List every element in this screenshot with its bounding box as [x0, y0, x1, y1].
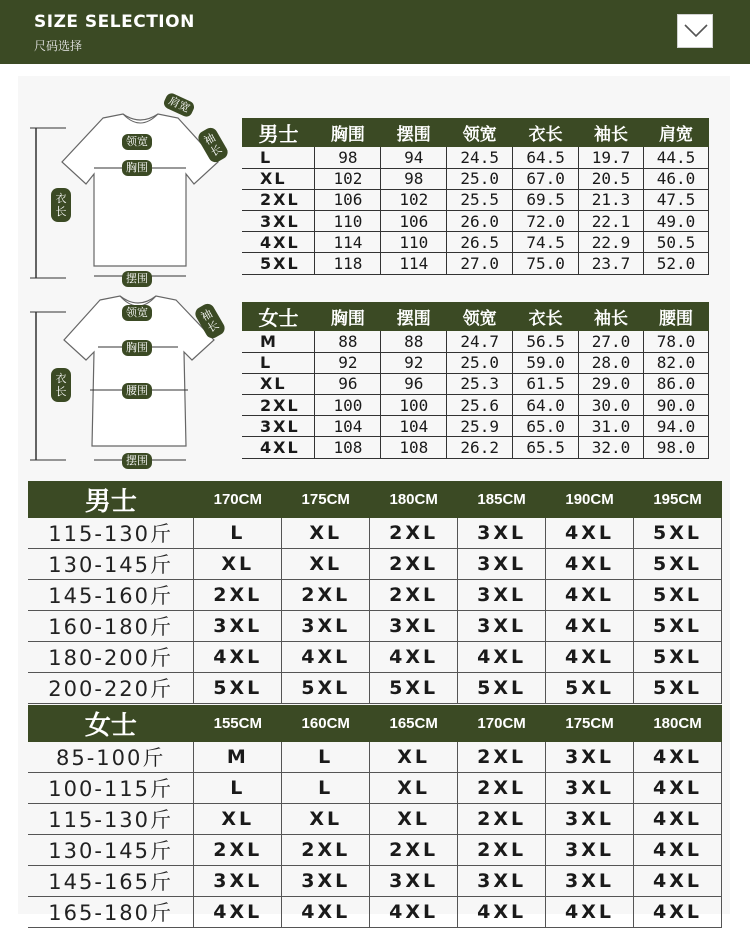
women-waist-label: 腰围 — [122, 383, 152, 399]
women-recommend-header: 165CM — [370, 705, 458, 742]
table-cell: 69.5 — [513, 189, 579, 210]
table-cell: 59.0 — [513, 352, 579, 373]
men-spec-header: 袖长 — [579, 118, 644, 147]
women-spec-header: 女士 — [242, 302, 315, 331]
table-cell: 78.0 — [644, 331, 709, 352]
weight-range-cell: 85-100斤 — [28, 742, 194, 773]
women-chest-label: 胸围 — [122, 340, 152, 356]
table-cell: 27.0 — [447, 253, 513, 274]
table-cell: 21.3 — [579, 189, 644, 210]
table-cell: 25.0 — [447, 352, 513, 373]
table-cell: 4XL — [242, 232, 315, 253]
men-recommend-header: 男士 — [28, 481, 194, 518]
women-spec-header: 摆围 — [381, 302, 447, 331]
size-cell: 4XL — [458, 642, 546, 673]
size-cell: 2XL — [282, 835, 370, 866]
size-cell: 2XL — [194, 580, 282, 611]
table-row — [28, 518, 722, 549]
size-cell: 2XL — [458, 804, 546, 835]
size-cell: 5XL — [634, 580, 722, 611]
size-cell: 3XL — [458, 518, 546, 549]
table-cell: 26.0 — [447, 211, 513, 232]
size-cell: 2XL — [370, 549, 458, 580]
table-row — [28, 804, 722, 835]
size-cell: 2XL — [370, 835, 458, 866]
size-cell: XL — [282, 804, 370, 835]
table-cell: 5XL — [242, 253, 315, 274]
size-cell: 5XL — [194, 673, 282, 704]
women-recommend-header: 175CM — [546, 705, 634, 742]
men-spec-header: 肩宽 — [644, 118, 709, 147]
table-cell: 100 — [315, 395, 381, 416]
table-row — [28, 549, 722, 580]
size-cell: 3XL — [370, 611, 458, 642]
men-spec-header: 衣长 — [513, 118, 579, 147]
size-cell: 2XL — [458, 742, 546, 773]
table-cell: 106 — [315, 189, 381, 210]
men-recommend-header: 180CM — [370, 481, 458, 518]
weight-range-cell: 130-145斤 — [28, 549, 194, 580]
table-row — [242, 147, 709, 168]
table-cell: 96 — [381, 373, 447, 394]
size-cell: 3XL — [458, 549, 546, 580]
size-cell: 3XL — [458, 866, 546, 897]
size-cell: 4XL — [634, 742, 722, 773]
table-cell: XL — [242, 168, 315, 189]
size-cell: 4XL — [546, 580, 634, 611]
table-cell: 3XL — [242, 211, 315, 232]
table-cell: 25.3 — [447, 373, 513, 394]
table-row — [242, 395, 709, 416]
table-cell: 61.5 — [513, 373, 579, 394]
size-cell: XL — [194, 804, 282, 835]
weight-range-cell: 145-165斤 — [28, 866, 194, 897]
size-cell: 2XL — [458, 773, 546, 804]
size-cell: 4XL — [634, 804, 722, 835]
table-cell: 114 — [315, 232, 381, 253]
table-cell: 27.0 — [579, 331, 644, 352]
table-row — [242, 352, 709, 373]
size-cell: 4XL — [634, 866, 722, 897]
size-cell: 5XL — [546, 673, 634, 704]
table-cell: 102 — [381, 189, 447, 210]
table-cell: 32.0 — [579, 437, 644, 458]
size-cell: 5XL — [634, 611, 722, 642]
table-cell: XL — [242, 373, 315, 394]
men-shoulder-label: 肩宽 — [162, 91, 196, 118]
table-cell: 106 — [381, 211, 447, 232]
page-title: SIZE SELECTION — [34, 12, 195, 32]
women-spec-table — [242, 302, 709, 459]
table-cell: 22.1 — [579, 211, 644, 232]
table-cell: 25.6 — [447, 395, 513, 416]
men-length-label: 衣长 — [51, 188, 71, 222]
table-cell: 75.0 — [513, 253, 579, 274]
size-cell: 3XL — [546, 773, 634, 804]
size-cell: 3XL — [546, 835, 634, 866]
table-cell: 96 — [315, 373, 381, 394]
women-spec-header: 胸围 — [315, 302, 381, 331]
size-cell: 5XL — [634, 673, 722, 704]
weight-range-cell: 165-180斤 — [28, 897, 194, 928]
weight-range-cell: 145-160斤 — [28, 580, 194, 611]
table-cell: 104 — [381, 416, 447, 437]
size-cell: 4XL — [634, 773, 722, 804]
table-cell: 47.5 — [644, 189, 709, 210]
women-length-label: 衣长 — [51, 368, 71, 402]
table-row — [242, 331, 709, 352]
table-row — [242, 168, 709, 189]
size-cell: 3XL — [458, 611, 546, 642]
chevron-down-icon — [683, 23, 709, 39]
table-row — [28, 642, 722, 673]
women-recommend-table — [28, 705, 722, 928]
size-cell: 5XL — [458, 673, 546, 704]
size-cell: 3XL — [546, 866, 634, 897]
size-cell: L — [282, 742, 370, 773]
weight-range-cell: 100-115斤 — [28, 773, 194, 804]
size-cell: 4XL — [282, 642, 370, 673]
table-cell: 19.7 — [579, 147, 644, 168]
size-cell: 4XL — [194, 897, 282, 928]
table-cell: 72.0 — [513, 211, 579, 232]
table-cell: 92 — [315, 352, 381, 373]
size-cell: 3XL — [194, 866, 282, 897]
women-spec-header: 袖长 — [579, 302, 644, 331]
size-cell: 5XL — [282, 673, 370, 704]
women-spec-header: 腰围 — [644, 302, 709, 331]
size-cell: XL — [370, 742, 458, 773]
table-cell: 24.5 — [447, 147, 513, 168]
size-cell: 4XL — [370, 897, 458, 928]
table-row — [28, 580, 722, 611]
size-cell: 3XL — [458, 580, 546, 611]
table-cell: 108 — [381, 437, 447, 458]
men-recommend-header: 170CM — [194, 481, 282, 518]
men-spec-header-row — [242, 118, 709, 147]
women-recommend-header: 155CM — [194, 705, 282, 742]
women-spec-header: 领宽 — [447, 302, 513, 331]
table-cell: 49.0 — [644, 211, 709, 232]
size-cell: 3XL — [546, 742, 634, 773]
table-cell: 67.0 — [513, 168, 579, 189]
table-row — [28, 897, 722, 928]
table-cell: 98.0 — [644, 437, 709, 458]
size-cell: 4XL — [634, 835, 722, 866]
weight-range-cell: 115-130斤 — [28, 804, 194, 835]
collapse-toggle-button[interactable] — [677, 14, 713, 48]
size-cell: 4XL — [194, 642, 282, 673]
table-cell: 94 — [381, 147, 447, 168]
size-cell: XL — [370, 804, 458, 835]
table-cell: 50.5 — [644, 232, 709, 253]
table-row — [28, 835, 722, 866]
table-cell: 3XL — [242, 416, 315, 437]
size-cell: L — [194, 518, 282, 549]
table-cell: 92 — [381, 352, 447, 373]
table-row — [242, 189, 709, 210]
size-cell: 5XL — [634, 549, 722, 580]
table-cell: 64.5 — [513, 147, 579, 168]
size-cell: 2XL — [370, 518, 458, 549]
table-cell: 25.9 — [447, 416, 513, 437]
women-sleeve-label: 袖长 — [193, 301, 227, 340]
table-cell: 22.9 — [579, 232, 644, 253]
table-row — [28, 866, 722, 897]
table-row — [242, 211, 709, 232]
weight-range-cell: 115-130斤 — [28, 518, 194, 549]
size-cell: 3XL — [370, 866, 458, 897]
table-cell: 56.5 — [513, 331, 579, 352]
table-cell: 98 — [381, 168, 447, 189]
women-recommend-header: 160CM — [282, 705, 370, 742]
table-cell: 44.5 — [644, 147, 709, 168]
table-cell: 110 — [315, 211, 381, 232]
size-cell: XL — [282, 518, 370, 549]
weight-range-cell: 130-145斤 — [28, 835, 194, 866]
women-spec-header: 衣长 — [513, 302, 579, 331]
size-cell: 2XL — [458, 835, 546, 866]
table-cell: 64.0 — [513, 395, 579, 416]
table-cell: 46.0 — [644, 168, 709, 189]
table-cell: L — [242, 147, 315, 168]
size-cell: 3XL — [546, 804, 634, 835]
table-cell: 65.5 — [513, 437, 579, 458]
table-cell: 118 — [315, 253, 381, 274]
size-cell: 4XL — [282, 897, 370, 928]
table-row — [28, 773, 722, 804]
table-cell: 100 — [381, 395, 447, 416]
size-cell: 4XL — [458, 897, 546, 928]
size-cell: 4XL — [370, 642, 458, 673]
table-cell: 4XL — [242, 437, 315, 458]
table-cell: 94.0 — [644, 416, 709, 437]
size-cell: 2XL — [282, 580, 370, 611]
size-cell: L — [282, 773, 370, 804]
table-cell: 28.0 — [579, 352, 644, 373]
table-cell: 65.0 — [513, 416, 579, 437]
size-cell: 4XL — [546, 897, 634, 928]
table-cell: 90.0 — [644, 395, 709, 416]
table-cell: 25.5 — [447, 189, 513, 210]
table-cell: 2XL — [242, 395, 315, 416]
men-hem-label: 摆围 — [122, 271, 152, 287]
table-row — [242, 416, 709, 437]
men-spec-header: 领宽 — [447, 118, 513, 147]
table-cell: 26.2 — [447, 437, 513, 458]
men-recommend-header: 175CM — [282, 481, 370, 518]
size-cell: 3XL — [194, 611, 282, 642]
table-cell: M — [242, 331, 315, 352]
men-spec-header: 摆围 — [381, 118, 447, 147]
table-cell: 108 — [315, 437, 381, 458]
table-cell: 30.0 — [579, 395, 644, 416]
women-recommend-header: 170CM — [458, 705, 546, 742]
men-shirt-outline-icon — [28, 80, 238, 285]
table-cell: 25.0 — [447, 168, 513, 189]
women-collar-label: 领宽 — [122, 305, 152, 321]
table-cell: 82.0 — [644, 352, 709, 373]
size-cell: 5XL — [370, 673, 458, 704]
table-cell: 114 — [381, 253, 447, 274]
size-cell: XL — [194, 549, 282, 580]
table-cell: L — [242, 352, 315, 373]
table-cell: 52.0 — [644, 253, 709, 274]
women-recommend-header: 女士 — [28, 705, 194, 742]
size-cell: 3XL — [282, 611, 370, 642]
men-recommend-table — [28, 481, 722, 704]
size-cell: L — [194, 773, 282, 804]
men-spec-table — [242, 118, 709, 275]
women-recommend-header: 180CM — [634, 705, 722, 742]
men-recommend-header: 195CM — [634, 481, 722, 518]
table-cell: 31.0 — [579, 416, 644, 437]
table-row — [242, 232, 709, 253]
men-recommend-header-row — [28, 481, 722, 518]
size-cell: 4XL — [546, 518, 634, 549]
men-spec-header: 胸围 — [315, 118, 381, 147]
table-cell: 74.5 — [513, 232, 579, 253]
table-cell: 29.0 — [579, 373, 644, 394]
size-cell: 5XL — [634, 518, 722, 549]
table-cell: 20.5 — [579, 168, 644, 189]
size-cell: 4XL — [546, 642, 634, 673]
page-subtitle: 尺码选择 — [34, 39, 83, 53]
table-row — [242, 437, 709, 458]
table-cell: 88 — [315, 331, 381, 352]
table-cell: 104 — [315, 416, 381, 437]
size-cell: 2XL — [194, 835, 282, 866]
table-cell: 110 — [381, 232, 447, 253]
women-spec-header-row — [242, 302, 709, 331]
men-sleeve-label: 袖长 — [196, 125, 230, 164]
size-cell: 4XL — [546, 611, 634, 642]
table-cell: 88 — [381, 331, 447, 352]
size-cell: XL — [282, 549, 370, 580]
table-cell: 102 — [315, 168, 381, 189]
size-cell: M — [194, 742, 282, 773]
size-cell: 5XL — [634, 642, 722, 673]
size-cell: 2XL — [370, 580, 458, 611]
men-recommend-header: 185CM — [458, 481, 546, 518]
table-row — [28, 673, 722, 704]
table-row — [28, 742, 722, 773]
women-shirt-diagram — [28, 290, 238, 475]
women-recommend-header-row — [28, 705, 722, 742]
page-header — [0, 0, 750, 64]
table-cell: 23.7 — [579, 253, 644, 274]
men-recommend-header: 190CM — [546, 481, 634, 518]
table-cell: 26.5 — [447, 232, 513, 253]
weight-range-cell: 160-180斤 — [28, 611, 194, 642]
women-hem-label: 摆围 — [122, 453, 152, 469]
men-collar-label: 领宽 — [122, 134, 152, 150]
men-shirt-diagram — [28, 80, 238, 285]
table-row — [28, 611, 722, 642]
size-cell: 4XL — [546, 549, 634, 580]
men-chest-label: 胸围 — [122, 160, 152, 176]
table-cell: 86.0 — [644, 373, 709, 394]
table-cell: 2XL — [242, 189, 315, 210]
weight-range-cell: 200-220斤 — [28, 673, 194, 704]
men-spec-header: 男士 — [242, 118, 315, 147]
table-row — [242, 373, 709, 394]
table-cell: 24.7 — [447, 331, 513, 352]
table-cell: 98 — [315, 147, 381, 168]
size-cell: 3XL — [282, 866, 370, 897]
weight-range-cell: 180-200斤 — [28, 642, 194, 673]
size-cell: 4XL — [634, 897, 722, 928]
table-row — [242, 253, 709, 274]
size-cell: XL — [370, 773, 458, 804]
